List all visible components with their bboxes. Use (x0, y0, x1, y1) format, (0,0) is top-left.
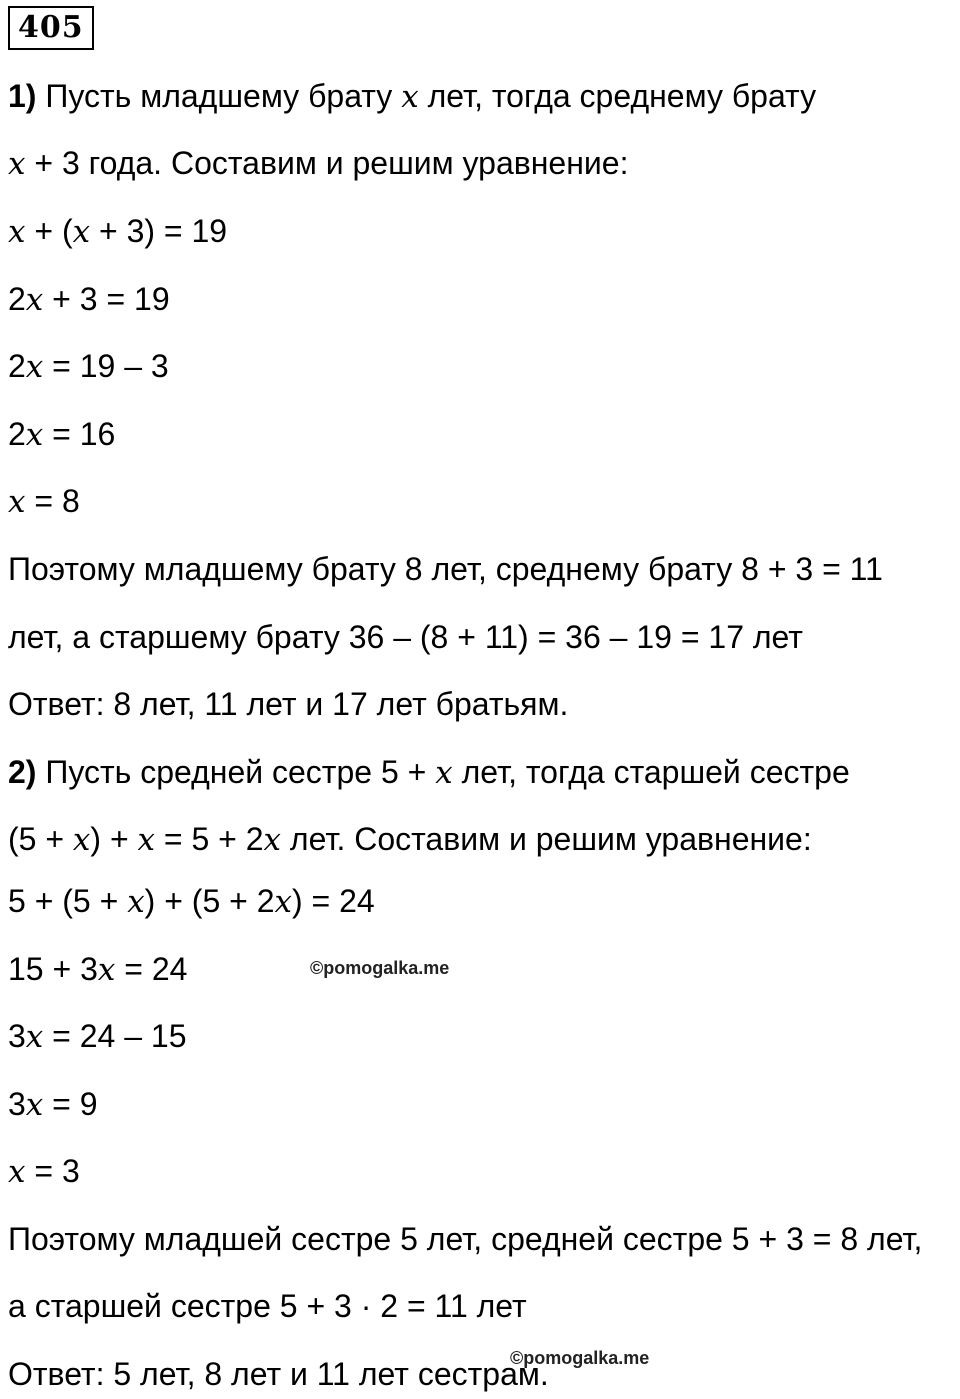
text-segment: 3 (8, 1086, 26, 1122)
part1-equation-1 (8, 211, 227, 252)
variable-x: x (25, 417, 44, 453)
part2-equation-5 (8, 1151, 80, 1192)
variable-x: x (137, 822, 156, 858)
part1-intro-line2 (8, 143, 628, 184)
part2-answer: Ответ: 5 лет, 8 лет и 11 лет сестрам. (8, 1356, 549, 1392)
variable-x: x (97, 952, 116, 988)
variable-x: x (263, 822, 282, 858)
part2-conclusion-line1: Поэтому младшей сестре 5 лет, средней сестре 5 + 3 = 8 лет, (8, 1221, 923, 1257)
part2-intro-line2 (8, 819, 812, 860)
text-segment: + 3) = 19 (90, 213, 228, 249)
text-segment: (5 + (8, 821, 73, 857)
text-segment: ) = 24 (292, 883, 375, 919)
part2-label: 2) (8, 754, 37, 790)
variable-x: x (25, 1087, 44, 1123)
text-segment: 15 + 3 (8, 951, 98, 987)
variable-x: x (274, 884, 292, 920)
variable-x: x (72, 822, 91, 858)
text-segment: 2 (8, 281, 26, 317)
part2-equation-1 (8, 881, 375, 922)
watermark: ©pomogalka.me (510, 1348, 650, 1368)
variable-x: x (435, 755, 453, 791)
part1-equation-5 (8, 481, 80, 522)
part1-label: 1) (8, 78, 37, 114)
text-segment: + 3 года. Составим и решим уравнение: (25, 145, 629, 181)
part1-intro-line1 (8, 76, 816, 117)
part2-equation-2 (8, 949, 187, 990)
text-segment: = 24 (115, 951, 188, 987)
variable-x: x (401, 79, 419, 115)
text-segment: = 8 (25, 483, 80, 519)
variable-x: x (8, 214, 26, 250)
text-segment: = 3 (25, 1153, 80, 1189)
variable-x: x (72, 214, 91, 250)
part2-intro-line1 (8, 752, 850, 793)
text-segment: Пусть младшему брату (36, 78, 402, 114)
variable-x: x (25, 349, 44, 385)
watermark: ©pomogalka.me (310, 958, 450, 978)
variable-x: x (8, 146, 26, 182)
part1-conclusion-line1: Поэтому младшему брату 8 лет, среднему брату 8 + 3 = 11 (8, 551, 883, 587)
text-segment: = 16 (43, 416, 116, 452)
text-segment: + 3 = 19 (43, 281, 170, 317)
part2-equation-3 (8, 1016, 187, 1057)
part1-equation-2 (8, 279, 170, 320)
variable-x: x (8, 484, 26, 520)
variable-x: x (25, 1019, 44, 1055)
part2-equation-4 (8, 1084, 98, 1125)
part1-answer: Ответ: 8 лет, 11 лет и 17 лет братьям. (8, 686, 569, 722)
text-segment: 2 (8, 348, 26, 384)
text-segment: ) + (5 + 2 (144, 883, 275, 919)
text-segment: ) + (90, 821, 138, 857)
text-segment: лет. Составим и решим уравнение: (281, 821, 812, 857)
part1-equation-4 (8, 414, 115, 455)
text-segment: лет, тогда среднему брату (418, 78, 817, 114)
task-number-badge: 405 (8, 6, 94, 50)
part2-conclusion-line2: а старшей сестре 5 + 3 · 2 = 11 лет (8, 1288, 527, 1324)
text-segment: 3 (8, 1018, 26, 1054)
part1-equation-3 (8, 346, 169, 387)
variable-x: x (8, 1154, 26, 1190)
text-segment: 2 (8, 416, 26, 452)
text-segment: = 9 (43, 1086, 98, 1122)
text-segment: = 19 – 3 (43, 348, 169, 384)
text-segment: 5 + (5 + (8, 883, 128, 919)
variable-x: x (25, 282, 44, 318)
text-segment: Пусть средней сестре 5 + (36, 754, 436, 790)
text-segment: = 24 – 15 (43, 1018, 187, 1054)
part1-conclusion-line2: лет, а старшему брату 36 – (8 + 11) = 36 – 19 = 17 лет (8, 619, 803, 655)
variable-x: x (127, 884, 145, 920)
text-segment: лет, тогда старшей сестре (452, 754, 850, 790)
text-segment: + ( (25, 213, 73, 249)
text-segment: = 5 + 2 (155, 821, 264, 857)
